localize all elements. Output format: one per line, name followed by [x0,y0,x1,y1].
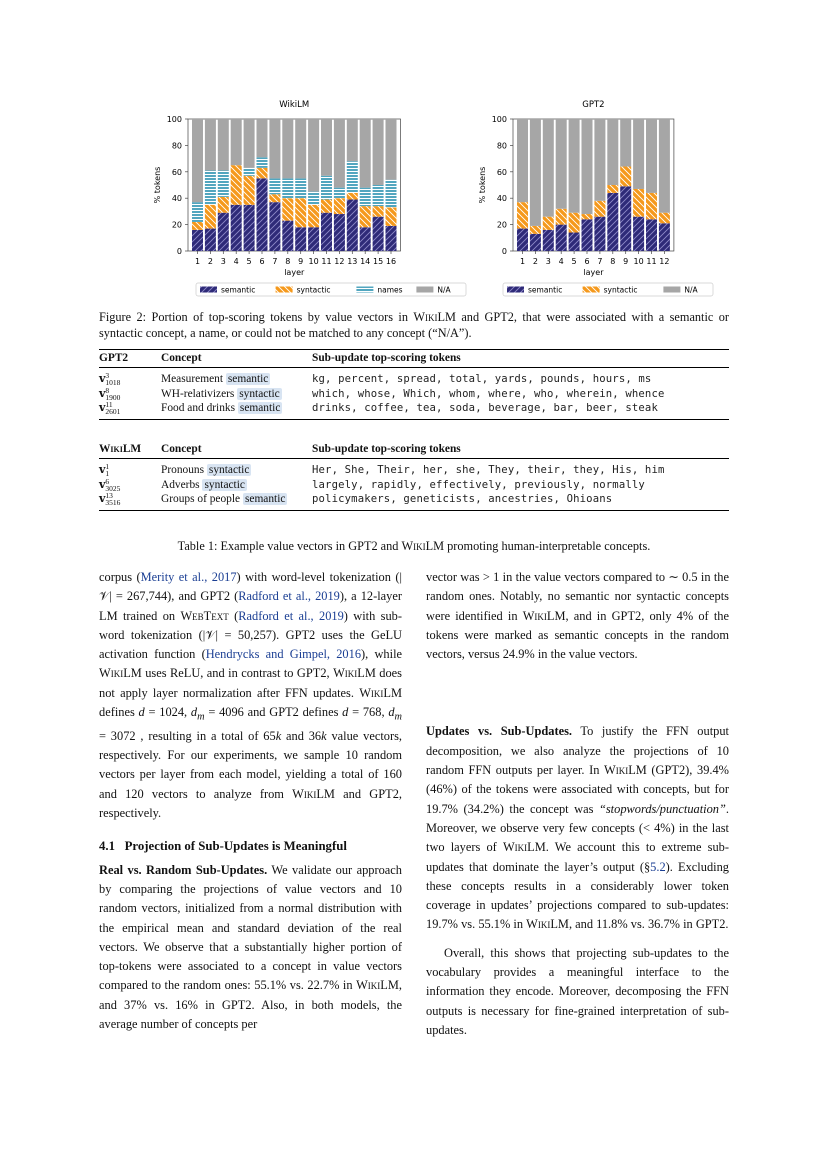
left-text-column [99,568,402,1034]
bar-na [269,119,280,178]
bar-semantic [244,205,255,251]
y-tick-label: 40 [496,194,507,204]
bar-syntactic [308,205,319,227]
x-tick-label: 5 [571,257,577,266]
table-row [99,368,729,387]
x-tick-label: 7 [272,257,278,266]
x-tick-label: 8 [285,257,291,266]
y-tick-label: 0 [501,247,507,256]
paragraph: vector was > 1 in the value vectors compared to ∼ 0.5 in the random ones. Notably, no semantic nor syntactic concepts were identified in WikiLM, and in GPT2, only 4% of the tokens were marked as semantic concepts in the random vectors, versus 24.9% in the value vectors. [426,570,729,662]
bar-syntactic [620,167,631,187]
concept-tag: syntactic [204,478,245,491]
bar-na [373,119,384,185]
vector-label: v8 1900 [99,385,121,402]
x-tick-label: 13 [347,257,358,266]
bar-syntactic [386,207,397,225]
citation-link[interactable]: Hendrycks and Gimpel, 2016 [205,647,362,662]
bar-syntactic [360,206,371,227]
bar-names [218,170,229,196]
bar-na [569,119,580,213]
x-tick-label: 7 [597,257,603,266]
bar-na [347,119,358,161]
bar-na [244,119,255,168]
bar-na [231,119,242,165]
bar-names [386,180,397,208]
y-tick-label: 100 [491,115,507,124]
x-tick-label: 2 [532,257,538,266]
wikilm-vector-table [99,441,729,511]
bar-semantic [633,217,644,251]
x-tick-label: 12 [334,257,345,266]
bar-na [582,119,593,214]
bar-names [257,157,268,168]
concept-cell: Measurement semantic [161,373,269,386]
x-tick-label: 12 [659,257,670,266]
bar-na [594,119,605,201]
vector-label: v13 3516 [99,491,121,508]
legend-swatch [663,287,680,293]
paragraph: Updates vs. Sub-Updates. To justify the FFN output decomposition, we also analyze the projections of 10 random FFN outputs per layer. In WikiLM (GPT2), 39.4% (46%) of the tokens were associated with concepts, but for 19.7% (34.2%) the concept was “stopwords/punctuation”. Moreover, we observe very few concepts (< 4%) in the last two layers of WikiLM. We account this to extreme sub-updates that dominate the layer’s output (§5.2). Excluding these concepts results in a considerably lower token coverage in updates’ projections compared to sub-updates: 19.7% vs. 55.1% in WikiLM, and 11.8% vs. 36.7% in GPT2. [426,724,730,932]
concept-tag: syntactic [239,387,280,400]
bar-na [218,119,229,170]
bar-semantic [218,213,229,251]
table-row [99,459,729,478]
x-tick-label: 2 [207,257,213,266]
y-tick-label: 20 [171,220,182,230]
right-text-column [426,568,729,1040]
legend-swatch [200,287,217,293]
bar-semantic [569,233,580,251]
legend-label: semantic [528,285,563,295]
legend-label: N/A [684,285,698,295]
bar-syntactic [569,213,580,233]
y-tick-label: 40 [171,194,182,204]
section-title: 4.1 Projection of Sub-Updates is Meaningful [99,839,347,854]
vector-label: v3 1018 [99,371,121,388]
bar-syntactic [517,202,528,228]
citation-link[interactable]: Radford et al., 2019 [238,608,344,623]
legend-swatch [276,287,293,293]
bar-semantic [231,205,242,251]
bar-names [334,188,345,199]
concept-cell: WH-relativizers syntactic [161,387,280,400]
x-axis-label: layer [284,268,305,277]
tokens-cell: kg, percent, spread, total, yards, pounds, hours, ms [312,373,652,386]
wikilm-chart [138,92,451,295]
table-row [99,478,729,493]
bar-semantic [205,229,216,251]
bar-syntactic [556,209,567,225]
bar-semantic [192,230,203,251]
chart-title: GPT2 [582,100,605,110]
bar-syntactic [347,193,358,200]
gpt2-chart [463,92,703,295]
bar-names [244,168,255,176]
tokens-cell: drinks, coffee, tea, soda, beverage, bar, beer, steak [312,402,658,415]
bar-syntactic [659,213,670,224]
x-tick-label: 4 [558,257,564,266]
spacer [426,664,729,722]
table-concept-header: Concept [161,441,312,459]
bar-semantic [334,214,345,251]
bar-names [347,161,358,193]
bar-names [308,192,319,205]
x-tick-label: 10 [633,257,644,266]
y-tick-label: 20 [496,220,507,230]
bar-semantic [373,217,384,251]
legend-label: syntactic [603,285,638,295]
x-tick-label: 6 [259,257,265,266]
bar-syntactic [607,185,618,193]
bar-semantic [282,221,293,251]
bar-na [282,119,293,178]
bar-semantic [257,178,268,251]
y-tick-label: 100 [166,115,182,124]
tokens-cell: Her, She, Their, her, she, They, their, they, His, him [312,464,665,477]
bar-na [607,119,618,185]
paragraph: Real vs. Random Sub-Updates. We validate our approach by comparing the projections of value vectors and 10 random vectors, initialized from a normal distribution with the empirical mean and standard deviation of the real vectors. We observe that a substantially higher portion of top-tokens were associated to a concept in value vectors compared to the random ones: 55.1% vs. 22.7% in WikiLM, and 37% vs. 16% in GPT2. Also, in both models, the average number of concepts per [99,862,402,1031]
x-tick-label: 15 [373,257,384,266]
tokens-cell: which, whose, Which, whom, where, who, wherein, whence [312,387,665,400]
chart-title: WikiLM [279,100,310,110]
concept-tag: semantic [239,402,281,415]
bar-na [360,119,371,188]
bar-names [373,185,384,206]
bar-semantic [659,223,670,251]
stopwords-phrase: “stopwords/punctuation” [598,801,726,816]
bar-names [192,202,203,222]
x-tick-label: 11 [646,257,657,266]
x-tick-label: 9 [298,257,304,266]
x-tick-label: 3 [545,257,551,266]
bar-syntactic [321,200,332,213]
bar-syntactic [282,198,293,220]
bar-semantic [607,193,618,251]
x-tick-label: 1 [194,257,201,266]
x-tick-label: 16 [385,257,397,266]
bar-names [269,178,280,194]
legend-swatch [583,287,600,293]
bar-semantic [347,200,358,251]
table-tokens-header: Sub-update top-scoring tokens [312,441,729,459]
legend-swatch [356,287,373,293]
paragraph: corpus (Merity et al., 2017) with word-level tokenization (|𝒱| = 267,744), and GPT2 (Radford et al., 2019), a 12-layer LM trained on WebText (Radford et al., 2019) with sub-word tokenization (|𝒱| = 50,257). GPT2 uses the GeLU activation function (Hendrycks and Gimpel, 2016), while WikiLM uses ReLU, and in contrast to GPT2, WikiLM does not apply layer normalization after FFN updates. WikiLM defines d = 1024, $d_m = 4096$ and GPT2 defines d = 768, $d_m = 3072$ , resulting in a total of 65k and 36k value vectors, respectively. For our experiments, we sample 10 random vectors per layer from each model, yielding a total of 160 and 120 vectors to analyze from WikiLM and GPT2, respectively. [99,570,403,821]
x-tick-label: 5 [246,257,252,266]
x-tick-label: 11 [321,257,332,266]
x-tick-label: 1 [519,257,526,266]
x-tick-label: 9 [623,257,629,266]
bar-syntactic [218,197,229,213]
bar-syntactic [530,226,541,234]
bar-syntactic [269,194,280,202]
x-tick-label: 6 [584,257,590,266]
bar-syntactic [633,189,644,217]
y-tick-label: 0 [176,247,182,256]
bar-na [386,119,397,180]
bar-semantic [620,186,631,251]
x-tick-label: 14 [360,257,371,266]
bar-syntactic [594,201,605,217]
concept-cell: Food and drinks semantic [161,402,281,415]
bar-semantic [308,227,319,251]
legend-label: syntactic [296,285,331,295]
gpt2-vector-table [99,349,729,420]
concept-tag: semantic [227,373,269,386]
paragraph-heading: Real vs. Random Sub-Updates. [99,862,268,877]
vector-label: v1 1 [99,462,110,479]
y-axis-label: % tokens [478,166,487,204]
bar-semantic [517,229,528,251]
bar-na [192,119,203,202]
bar-semantic [646,219,657,251]
y-tick-label: 60 [496,167,507,177]
bar-semantic [543,230,554,251]
bar-names [295,178,306,198]
x-tick-label: 3 [220,257,226,266]
y-tick-label: 80 [171,141,182,151]
concept-cell: Adverbs syntactic [161,478,245,491]
section-link[interactable]: 5.2 [650,859,666,874]
y-tick-label: 80 [496,141,507,151]
concept-tag: semantic [244,493,286,506]
paragraph: Overall, this shows that projecting sub-updates to the vocabulary provides a meaningful interface to the information they encode. Moreover, decomposing the FFN outputs is necessary for fine-grained interpretation of sub-updates. [426,945,729,1037]
table-caption: Table 1: Example value vectors in GPT2 and WikiLM promoting human-interpretable concepts. [177,539,651,553]
bar-na [334,119,345,188]
bar-names [205,170,216,204]
bar-na [517,119,528,202]
legend-swatch [507,287,524,293]
table-model-header: GPT2 [99,350,161,368]
bar-syntactic [244,176,255,205]
bar-na [620,119,631,167]
concept-cell: Pronouns syntactic [161,464,250,477]
bar-na [530,119,541,226]
bar-na [556,119,567,209]
bar-na [543,119,554,217]
vector-label: v11 2601 [99,400,121,417]
legend-label: semantic [221,285,256,295]
bar-semantic [321,213,332,251]
table-row [99,387,729,402]
bar-na [646,119,657,193]
bar-na [321,119,332,176]
x-tick-label: 10 [308,257,319,266]
legend-label: N/A [437,285,451,295]
bar-syntactic [295,198,306,227]
table-model-header: WikiLM [99,441,161,459]
bar-semantic [360,227,371,251]
x-axis-label: layer [583,268,604,277]
tokens-cell: policymakers, geneticists, ancestries, Ohioans [312,493,613,506]
citation-link[interactable]: Merity et al., 2017 [140,570,237,584]
table-concept-header: Concept [161,350,312,368]
table-tokens-header: Sub-update top-scoring tokens [312,350,729,368]
legend-swatch [416,287,433,293]
bar-names [282,178,293,198]
bar-semantic [556,225,567,251]
y-tick-label: 60 [171,167,182,177]
y-axis-label: % tokens [153,166,162,204]
bar-syntactic [257,168,268,179]
bar-names [360,188,371,206]
figure-caption: Figure 2: Portion of top-scoring tokens by value vectors in WikiLM and GPT2, that were associated with a semantic or syntactic concept, a name, or could not be matched to any concept (“N/A”). [99,310,730,340]
tokens-cell: largely, rapidly, effectively, previously, normally [312,478,645,491]
bar-syntactic [543,217,554,230]
bar-na [295,119,306,178]
paragraph-heading: Updates vs. Sub-Updates. [426,724,572,739]
bar-na [308,119,319,192]
bar-semantic [594,217,605,251]
bar-syntactic [231,165,242,205]
bar-names [321,176,332,200]
x-tick-label: 4 [233,257,239,266]
bar-syntactic [373,206,384,217]
concept-cell: Groups of people semantic [161,493,286,506]
concept-tag: syntactic [208,464,250,477]
x-tick-label: 8 [610,257,616,266]
bar-semantic [386,226,397,251]
bar-semantic [530,234,541,251]
bar-syntactic [192,222,203,230]
table-row [99,492,729,510]
bar-syntactic [205,205,216,229]
citation-link[interactable]: Radford et al., 2019 [238,589,340,604]
bar-semantic [295,227,306,251]
bar-semantic [269,202,280,251]
table-row [99,401,729,419]
legend-label: names [377,285,403,295]
bar-na [205,119,216,170]
vector-label: v6 3025 [99,476,121,493]
bar-na [257,119,268,157]
bar-na [659,119,670,213]
bar-semantic [582,219,593,251]
bar-syntactic [334,198,345,214]
bar-na [633,119,644,189]
bar-syntactic [646,193,657,219]
bar-syntactic [582,214,593,219]
